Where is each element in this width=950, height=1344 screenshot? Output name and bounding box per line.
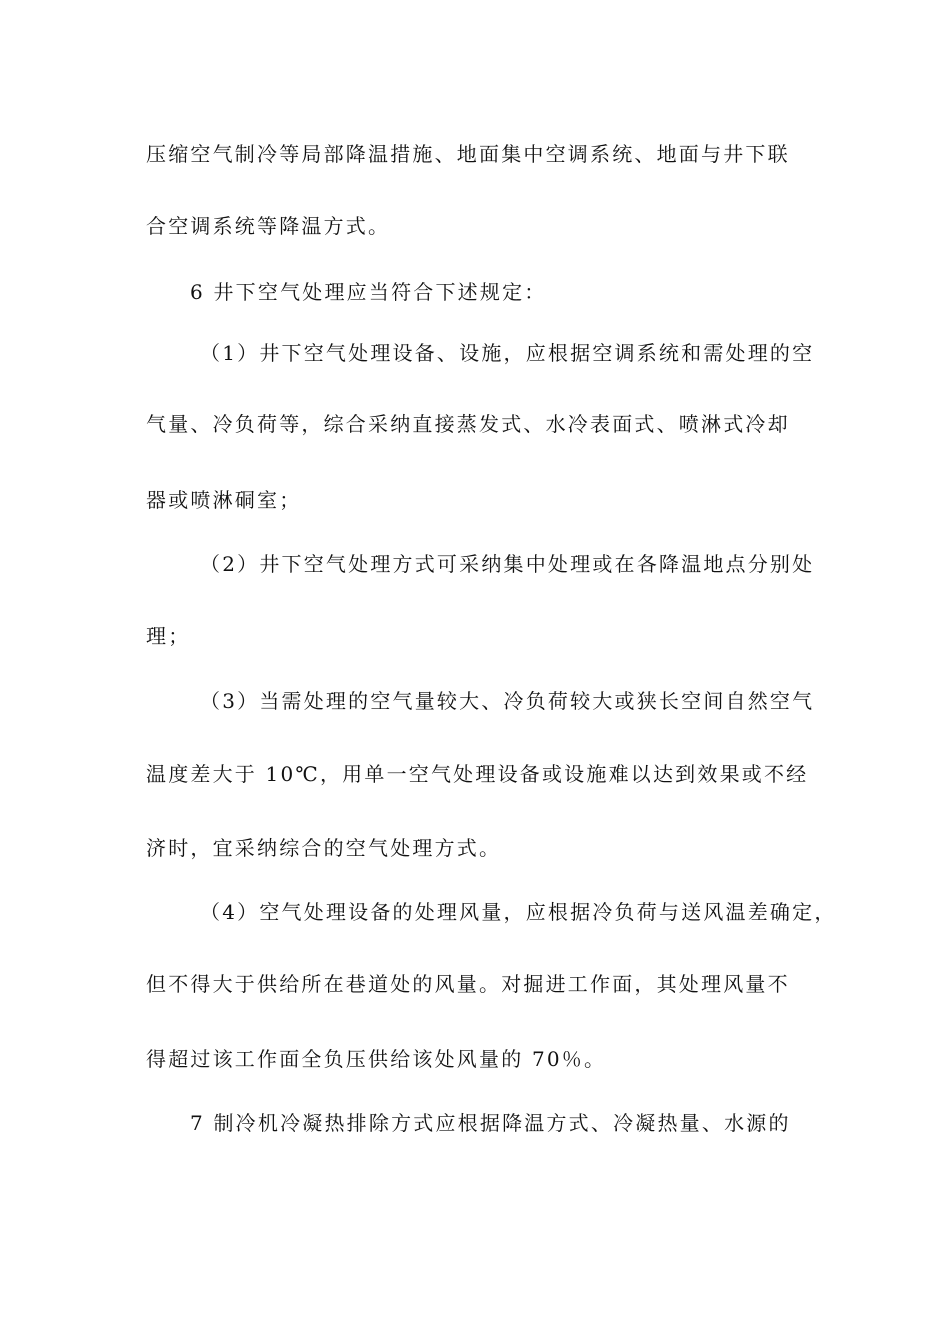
text-line: 温度差大于 10℃，用单一空气处理设备或设施难以达到效果或不经: [146, 762, 809, 786]
text-line: 但不得大于供给所在巷道处的风量。对掘进工作面，其处理风量不: [146, 972, 790, 996]
text-line: 器或喷淋硐室；: [146, 488, 302, 512]
text-line: 气量、冷负荷等，综合采纳直接蒸发式、水冷表面式、喷淋式冷却: [146, 412, 790, 436]
clause-heading: 7 制冷机冷凝热排除方式应根据降温方式、冷凝热量、水源的: [190, 1111, 791, 1135]
text-line: 压缩空气制冷等局部降温措施、地面集中空调系统、地面与井下联: [146, 142, 790, 166]
sub-clause-line: （2）井下空气处理方式可采纳集中处理或在各降温地点分别处: [200, 552, 815, 576]
text-line: 济时，宜采纳综合的空气处理方式。: [146, 836, 502, 860]
sub-clause-line: （1）井下空气处理设备、设施，应根据空调系统和需处理的空: [200, 341, 815, 365]
text-line: 得超过该工作面全负压供给该处风量的 70％。: [146, 1047, 607, 1071]
sub-clause-line: （3）当需处理的空气量较大、冷负荷较大或狭长空间自然空气: [200, 689, 815, 713]
clause-heading: 6 井下空气处理应当符合下述规定：: [190, 280, 547, 304]
sub-clause-line: （4）空气处理设备的处理风量，应根据冷负荷与送风温差确定，: [200, 900, 837, 924]
text-line: 理；: [146, 624, 191, 648]
text-line: 合空调系统等降温方式。: [146, 214, 391, 238]
